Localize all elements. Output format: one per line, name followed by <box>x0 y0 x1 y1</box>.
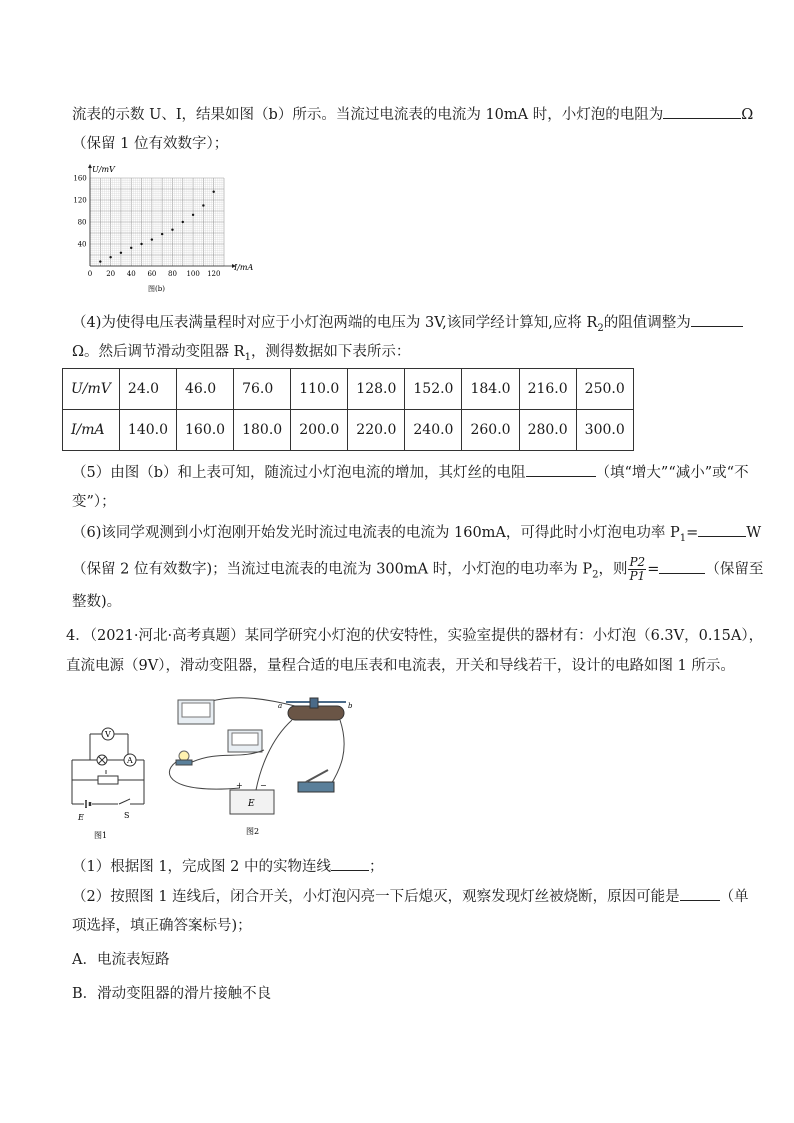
y-tick-label: 120 <box>73 196 87 205</box>
x-tick-label: 0 <box>87 270 93 278</box>
problem4-line2: 直流电源（9V），滑动变阻器，量程合适的电压表和电流表，开关和导线若干，设计的电路如图 1 所示。 <box>66 658 735 674</box>
table-cell: 160.0 <box>177 410 234 451</box>
bulb-base <box>176 760 192 765</box>
answer-blank[interactable] <box>526 462 596 477</box>
q4-line2: Ω。然后调节滑动变阻器 $R_1$，测得数据如下表所示： <box>72 344 411 363</box>
graph-grid <box>90 178 224 266</box>
data-point <box>202 204 204 206</box>
terminal-a-label: a <box>278 702 283 710</box>
sub-q2: （2）按照图 1 连线后，闭合开关，小灯泡闪亮一下后熄灭，观察发现灯丝被烧断，原因可能是 （单 <box>72 886 749 907</box>
table-header-u: U/mV <box>63 369 120 410</box>
figure2-caption: 图2 <box>246 827 260 836</box>
fig2-source-label: E <box>248 799 255 809</box>
y-axis-label: U/mV <box>92 165 115 174</box>
switch-label: S <box>124 811 130 820</box>
table-cell: 152.0 <box>405 369 462 410</box>
switch-lever <box>306 770 328 782</box>
y-tick-label: 40 <box>77 240 87 249</box>
graph-points <box>99 191 215 263</box>
x-axis-label: I/mA <box>234 263 254 272</box>
table-row <box>63 369 634 410</box>
data-point <box>212 191 214 193</box>
wire <box>169 762 240 789</box>
table-cell: 110.0 <box>291 369 348 410</box>
q6-line3: 整数)。 <box>72 594 122 610</box>
sub-q1: （1）根据图 1，完成图 2 中的实物连线 ； <box>72 856 384 877</box>
table-cell: 46.0 <box>177 369 234 410</box>
data-table <box>62 368 634 451</box>
answer-blank[interactable] <box>698 522 746 537</box>
q5-line2: 变”）； <box>72 494 116 510</box>
minus-terminal: − <box>260 781 267 790</box>
terminal-b-label: b <box>348 702 353 710</box>
problem4-line1: 4．（2021·河北·高考真题）某同学研究小灯泡的伏安特性，实验室提供的器材有：小灯泡（6.3V，0.15A）， <box>66 628 764 644</box>
table-cell: 180.0 <box>234 410 291 451</box>
switch-device <box>298 782 334 792</box>
data-point <box>151 238 153 240</box>
rheostat-symbol <box>98 776 118 784</box>
table-cell: 260.0 <box>462 410 519 451</box>
table-cell: 216.0 <box>519 369 576 410</box>
sub-q2-line2: 项选择，填正确答案标号)； <box>72 918 252 934</box>
plus-terminal: + <box>236 781 243 790</box>
table-cell: 184.0 <box>462 369 519 410</box>
ammeter-label: A <box>127 756 133 765</box>
data-point <box>192 214 194 216</box>
table-cell: 250.0 <box>576 369 633 410</box>
data-point <box>120 252 122 254</box>
table-cell: 200.0 <box>291 410 348 451</box>
q6-line1: （6)该同学观测到小灯泡刚开始发光时流过电流表的电流为 160mA，可得此时小灯泡电功率 $P_1= W$ <box>72 522 761 549</box>
y-tick-label: 80 <box>77 218 87 227</box>
data-point <box>130 247 132 249</box>
x-tick-label: 60 <box>147 270 157 278</box>
q3-line1: 流表的示数 U、I，结果如图（b）所示。当流过电流表的电流为 10mA 时，小灯泡的电阻为 Ω <box>72 104 753 125</box>
figure1-caption: 图1 <box>94 831 108 840</box>
power-ratio-fraction: $\frac{P2}{P1}$ <box>629 555 646 583</box>
option-b[interactable]: B．滑动变阻器的滑片接触不良 <box>72 986 272 1002</box>
option-a[interactable]: A．电流表短路 <box>72 952 170 968</box>
table-cell: 280.0 <box>519 410 576 451</box>
rheostat-slider-device <box>310 698 318 708</box>
answer-blank[interactable] <box>691 312 743 327</box>
data-point <box>99 260 101 262</box>
answer-blank[interactable] <box>680 886 720 901</box>
x-tick-label: 80 <box>168 270 177 278</box>
x-tick-label: 20 <box>106 270 116 278</box>
q5-line1: （5）由图（b）和上表可知，随流过小灯泡电流的增加，其灯丝的电阻 （填“增大”“减小”或“不 <box>72 462 749 483</box>
q6-line2: （保留 2 位有效数字)；当流过电流表的电流为 300mA 时，小灯泡的电功率为 $P_2$，则 $\frac{P2}{P1}$ = （保留至 <box>72 555 764 583</box>
data-point <box>140 243 142 245</box>
data-point <box>109 256 111 258</box>
table-cell: 140.0 <box>119 410 176 451</box>
table-cell: 300.0 <box>576 410 633 451</box>
y-tick-label: 160 <box>73 174 87 183</box>
answer-blank[interactable] <box>331 856 369 871</box>
voltmeter-label: V <box>105 730 111 739</box>
data-point <box>171 229 173 231</box>
data-point <box>161 233 163 235</box>
table-header-i: I/mA <box>63 410 120 451</box>
q3-line2: （保留 1 位有效数字）； <box>72 136 229 152</box>
ammeter-dial <box>232 733 258 745</box>
voltmeter-dial <box>182 703 210 717</box>
figure1-circuit <box>64 722 156 842</box>
x-tick-label: 120 <box>207 270 221 278</box>
data-point <box>182 221 184 223</box>
graph-caption: 图(b) <box>148 285 165 293</box>
q4-line1: （4)为使得电压表满量程时对应于小灯泡两端的电压为 3V,该同学经计算知,应将 $R_2$的阻值调整为 <box>72 312 743 339</box>
table-cell: 76.0 <box>234 369 291 410</box>
table-cell: 128.0 <box>348 369 405 410</box>
table-row <box>63 410 634 451</box>
source-label: E <box>78 813 84 822</box>
wire <box>330 720 344 786</box>
graph-b <box>62 160 262 300</box>
answer-blank[interactable] <box>663 104 741 119</box>
table-cell: 220.0 <box>348 410 405 451</box>
answer-blank[interactable] <box>659 559 705 574</box>
x-tick-label: 40 <box>126 270 136 278</box>
table-cell: 24.0 <box>119 369 176 410</box>
table-cell: 240.0 <box>405 410 462 451</box>
figure2-apparatus <box>160 690 360 840</box>
x-tick-label: 100 <box>186 270 200 278</box>
